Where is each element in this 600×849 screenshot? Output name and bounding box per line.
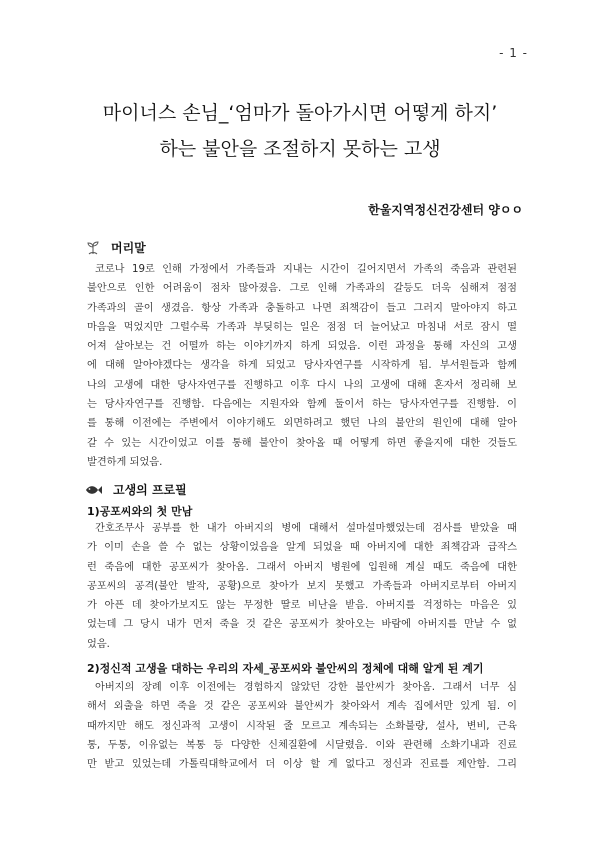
profile-heading-text: 고생의 프로필 [113,483,187,497]
profile-heading [85,481,187,498]
profile-line: 었는데 그 당시 내가 먼저 죽을 것 같은 공포씨가 찾아오는 바람에 아버지를 만날 수 없 [87,619,517,631]
document-title [0,95,600,167]
subheading-2: 2)정신적 고생을 대하는 우리의 자세_공포씨와 불안씨의 정체에 대해 알게 된 계기 [87,662,484,675]
fish-icon [85,484,103,496]
preface-line: 마음을 먹었지만 그럴수록 가족과 부딪히는 일은 점점 더 늘어났고 마침내 서로 잠시 떨 [87,321,517,333]
profile-line: 었음. [87,638,110,650]
profile-line: 통, 두통, 이유없는 복통 등 다양한 신체질환에 시달렸음. 이와 관련해 소화기내과 진료 [87,739,517,751]
preface-line: 어져 살아보는 건 어떨까 하는 이야기까지 하게 되었음. 이런 과정을 통해 자신의 고생 [87,341,517,353]
preface-line: 가족과의 골이 생겼음. 항상 가족과 충돌하고 나면 죄책감이 들고 그러지 말아야지 하고 [87,302,517,314]
profile-line: 런 죽음에 대한 공포씨가 찾아옴. 그래서 아버지 병원에 입원해 계실 때도 죽음에 대한 [87,561,517,573]
preface-heading-text: 머리말 [111,241,146,255]
preface-line: 를 통해 이전에는 주변에서 이야기해도 외면하려고 했던 나의 불안의 원인에 대해 알아 [87,418,517,430]
preface-heading [85,239,146,256]
profile-line: 아버지의 장례 이후 이전에는 경험하지 않았던 강한 불안씨가 찾아옴. 그래서 너무 심 [95,682,517,693]
profile-paragraph-2 [87,678,517,774]
preface-line: 는 당사자연구를 진행함. 다음에는 지원자와 함께 둘이서 하는 당사자연구를 진행함. 이 [87,399,517,411]
profile-paragraph-1 [87,519,517,654]
title-line-1: 마이너스 손님_‘엄마가 돌아가시면 어떻게 하지’ [102,102,498,124]
profile-line: 공포씨의 공격(불안 발작, 공황)으로 찾아가 보지 못했고 가족들과 아버지로부터 아버지 [87,580,517,592]
profile-line: 때까지만 해도 정신과적 고생이 시작된 줄 모르고 계속되는 소화불량, 설사, 변비, 근육 [87,720,517,732]
author: 한울지역정신건강센터 양ㅇㅇ [368,203,523,217]
preface-line: 발견하게 되었음. [87,456,163,468]
preface-paragraph [87,260,517,472]
profile-line: 해서 외출을 하면 죽을 것 같은 공포씨와 불안씨가 찾아와서 계속 집에서만 있게 됨. 이 [87,701,517,713]
page-number: - 1 - [499,46,528,60]
preface-line: 갈 수 있는 시간이었고 이를 통해 불안이 찾아올 때 어떻게 하면 좋을지에 대한 것들도 [87,437,517,449]
preface-line: 에 대해 알아야겠다는 생각을 하게 되었고 당사자연구를 시작하게 됨. 부서원들과 함께 [87,360,517,372]
profile-line: 만 받고 있었는데 가톨릭대학교에서 더 이상 할 게 없다고 정신과 진료를 제안함. 그리 [87,759,517,771]
preface-line: 나의 고생에 대한 당사자연구를 진행하고 이후 다시 나의 고생에 대해 혼자서 정리해 보 [87,379,517,391]
preface-line: 불안으로 인한 어려움이 점차 많아졌음. 그로 인해 가족과의 갈등도 더욱 심해져 점점 [87,283,517,295]
preface-line: 코로나 19로 인해 가정에서 가족들과 지내는 시간이 길어지면서 가족의 죽음과 관련된 [95,264,517,275]
subheading-1: 1)공포씨와의 첫 만남 [87,505,193,518]
profile-line: 간호조무사 공부를 한 내가 아버지의 병에 대해서 설마설마했었는데 검사를 받았을 때 [95,523,517,534]
profile-line: 가 아픈 데 찾아가보지도 않는 무정한 딸로 비난을 받음. 아버지를 걱정하는 마음은 있 [87,600,517,612]
profile-line: 가 이미 손을 쓸 수 없는 상황이었음을 알게 되었을 때 아버지에 대한 죄책감과 급작스 [87,542,517,554]
sprout-icon [85,241,101,255]
title-line-2: 하는 불안을 조절하지 못하는 고생 [159,138,441,160]
